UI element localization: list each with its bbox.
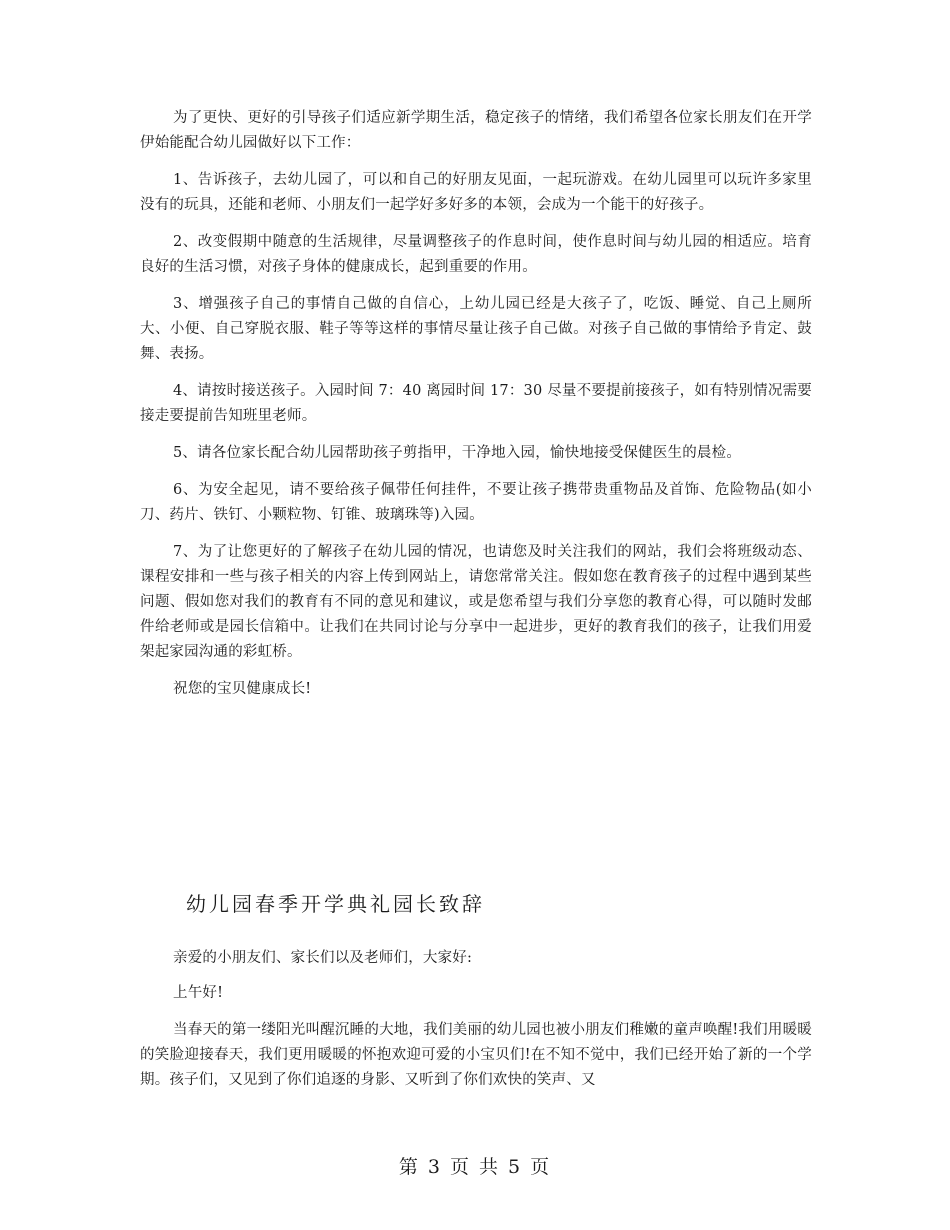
speech-title: 幼儿园春季开学典礼园长致辞 — [186, 892, 485, 916]
closing-wish: 祝您的宝贝健康成长! — [173, 681, 312, 697]
speech-salutation: 亲爱的小朋友们、家长们以及老师们，大家好: — [173, 950, 473, 966]
item-paragraph-7: 7、为了让您更好的了解孩子在幼儿园的情况，也请您及时关注我们的网站，我们会将班级动态、课程安排和一些与孩子相关的内容上传到网站上，请您常常关注。假如您在教育孩子的过程中遇到某些问题、假如您对我们的教育有不同的意见和建议，或是您希望与我们分享您的教育心得，可以随时发邮件给老师或是园长信箱中。让我们在共同讨论与分享中一起进步，更好的教育我们的孩子，让我们用爱架起家园沟通的彩虹桥。 — [140, 544, 812, 660]
speech-greeting: 上午好! — [173, 985, 224, 1001]
item-paragraph-6: 6、为安全起见，请不要给孩子佩带任何挂件，不要让孩子携带贵重物品及首饰、危险物品(如小刀、药片、铁钉、小颗粒物、钉锥、玻璃珠等)入园。 — [140, 482, 812, 523]
item-paragraph-5: 5、请各位家长配合幼儿园帮助孩子剪指甲，干净地入园，愉快地接受保健医生的晨检。 — [173, 445, 742, 461]
item-paragraph-4: 4、请按时接送孩子。入园时间 7：40 离园时间 17：30 尽量不要提前接孩子，如有特别情况需要接走要提前告知班里老师。 — [140, 383, 812, 424]
item-paragraph-2: 2、改变假期中随意的生活规律，尽量调整孩子的作息时间，使作息时间与幼儿园的相适应。培育良好的生活习惯，对孩子身体的健康成长，起到重要的作用。 — [140, 234, 812, 275]
notice-section — [140, 106, 812, 702]
page-number-footer: 第 3 页 共 5 页 — [398, 1156, 552, 1178]
item-paragraph-3: 3、增强孩子自己的事情自己做的自信心，上幼儿园已经是大孩子了，吃饭、睡觉、自己上厕所大、小便、自己穿脱衣服、鞋子等等这样的事情尽量让孩子自己做。对孩子自己做的事情给予肯定、鼓舞、表扬。 — [140, 296, 812, 362]
item-paragraph-1: 1、告诉孩子，去幼儿园了，可以和自己的好朋友见面，一起玩游戏。在幼儿园里可以玩许多家里没有的玩具，还能和老师、小朋友们一起学好多好多的本领，会成为一个能干的好孩子。 — [140, 172, 812, 213]
intro-paragraph: 为了更快、更好的引导孩子们适应新学期生活，稳定孩子的情绪，我们希望各位家长朋友们在开学伊始能配合幼儿园做好以下工作： — [140, 110, 812, 151]
speech-section — [140, 946, 812, 1103]
speech-body: 当春天的第一缕阳光叫醒沉睡的大地，我们美丽的幼儿园也被小朋友们稚嫩的童声唤醒!我们用暖暖的笑脸迎接春天，我们更用暖暖的怀抱欢迎可爱的小宝贝们!在不知不觉中，我们已经开始了新的一个学期。孩子们，又见到了你们追逐的身影、又听到了你们欢快的笑声、又 — [140, 1022, 812, 1088]
